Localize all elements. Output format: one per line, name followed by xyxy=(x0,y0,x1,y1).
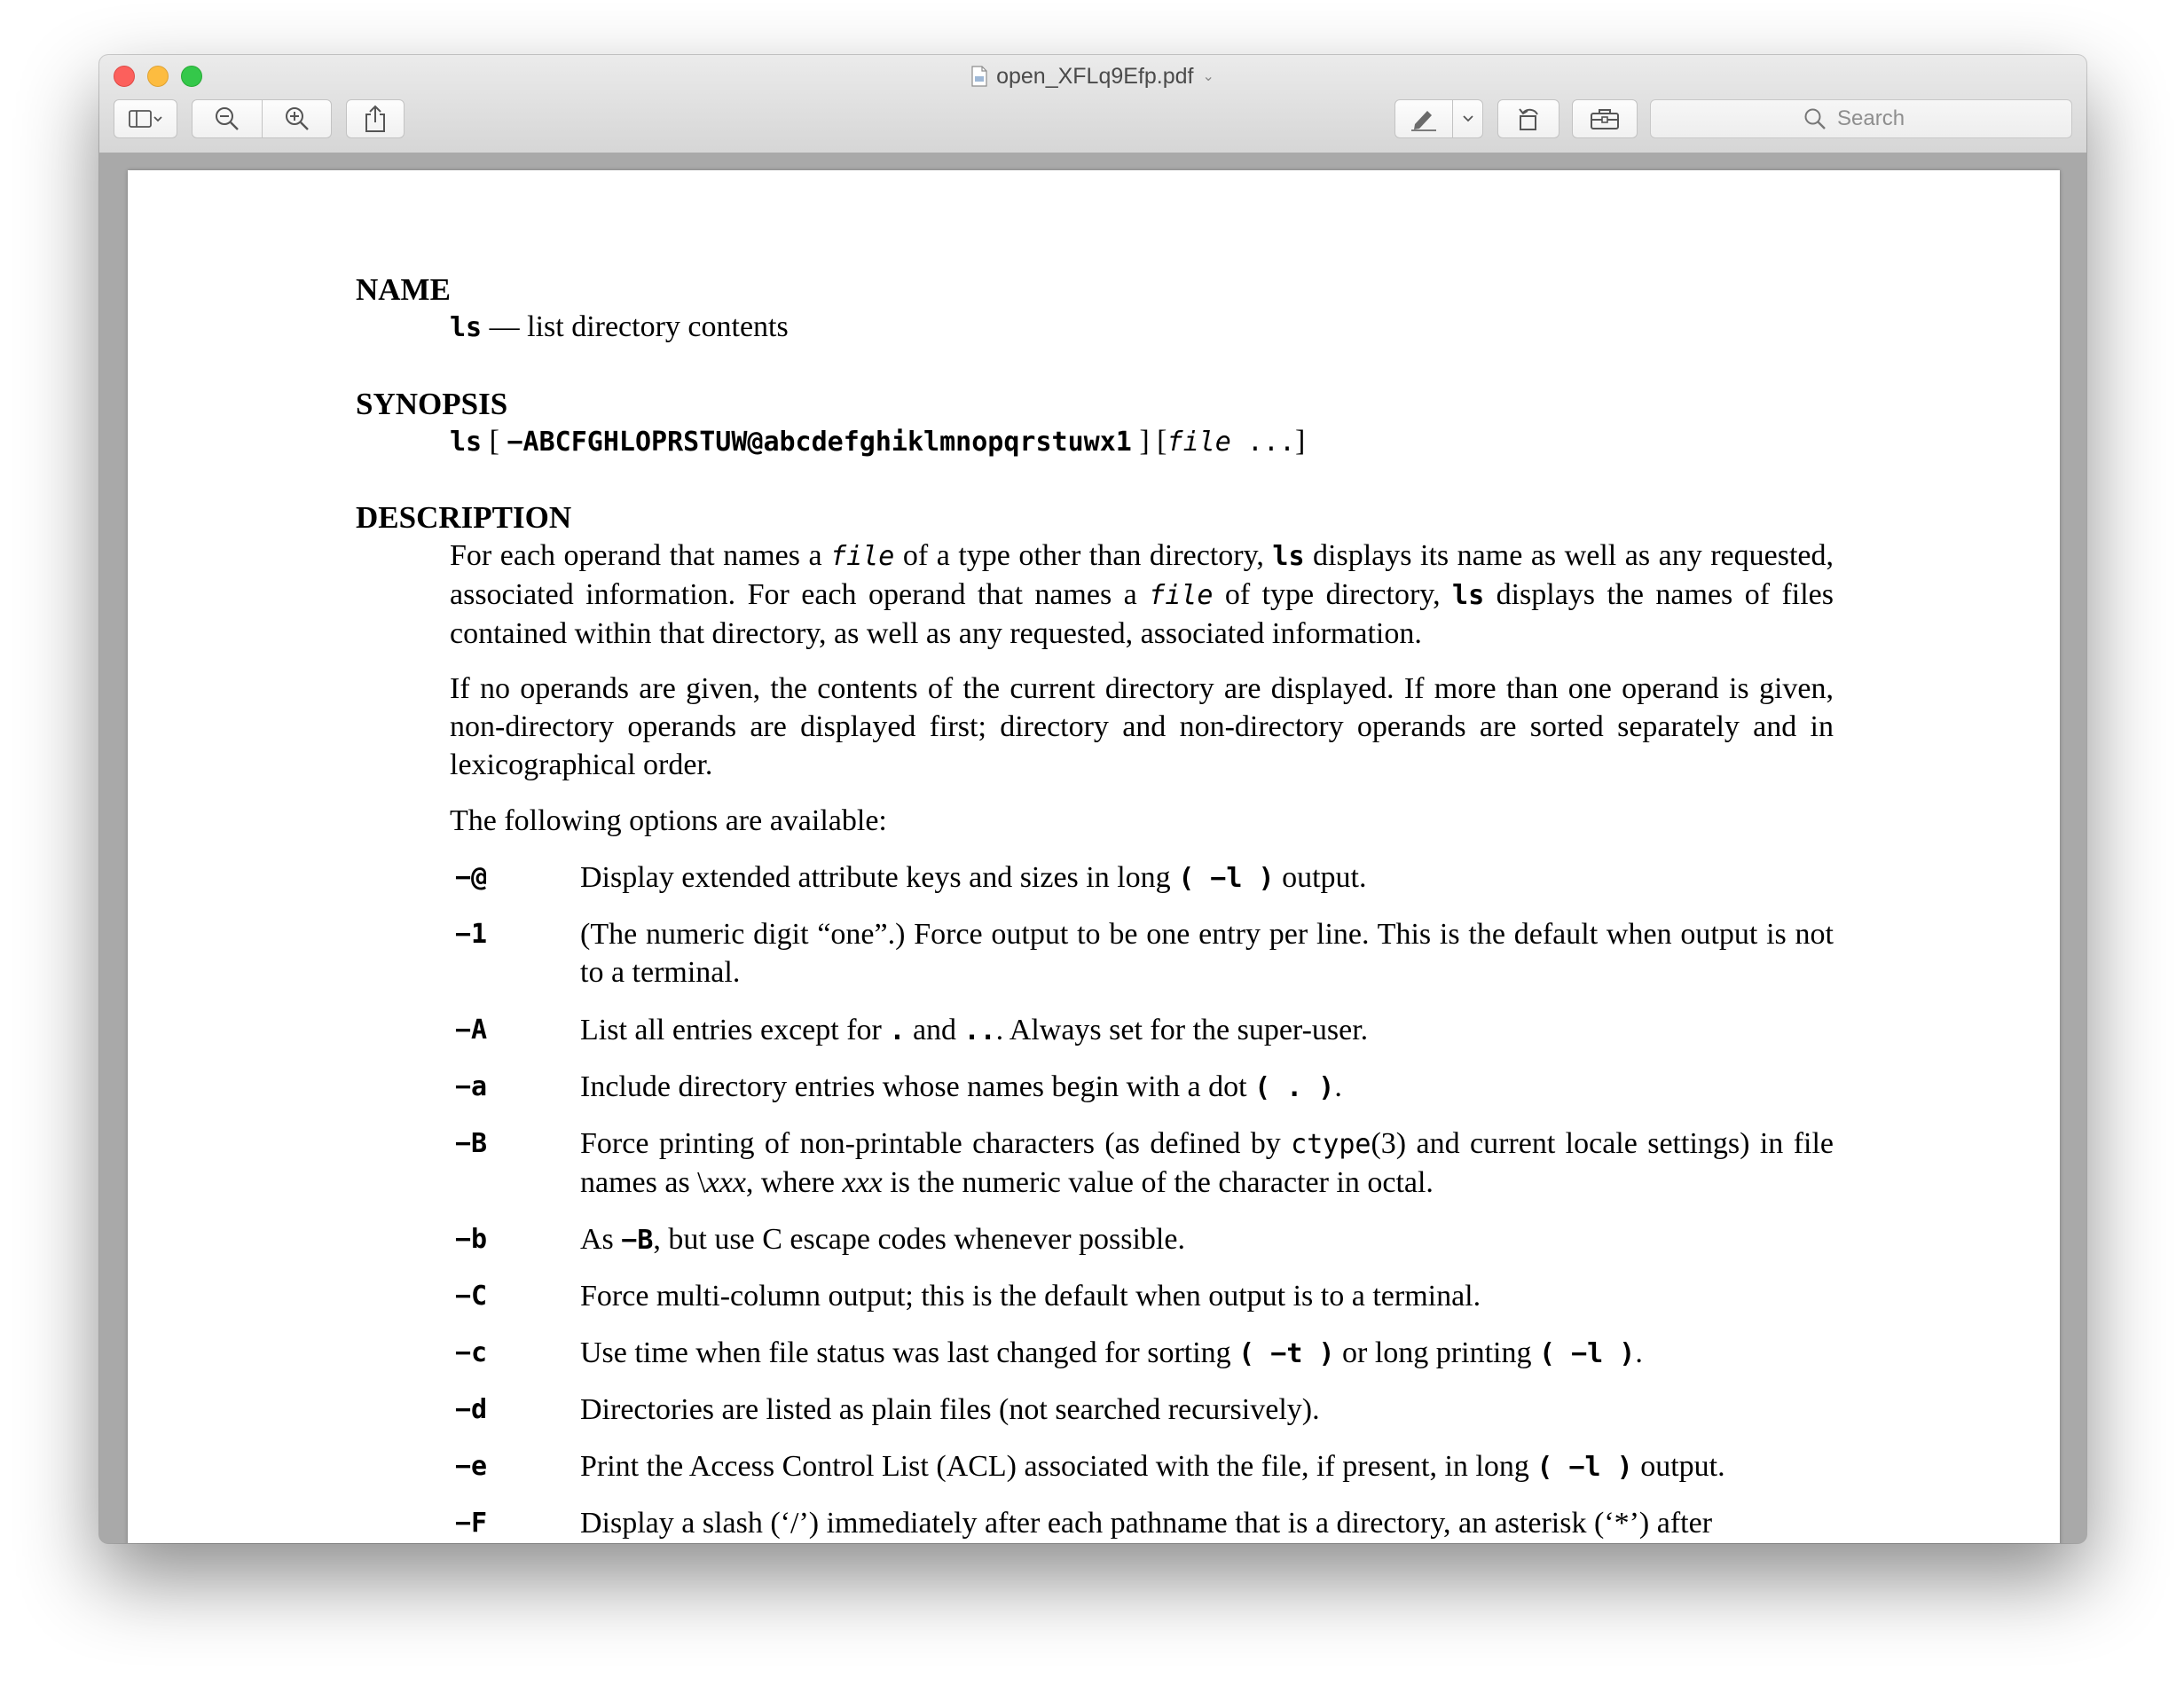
preview-window xyxy=(99,55,2086,1543)
desc-text: For each operand that names a xyxy=(450,539,831,572)
chevron-down-icon[interactable]: ⌄ xyxy=(1202,69,1214,84)
option-description xyxy=(580,1011,1834,1050)
desc-text: , but use C escape codes whenever possible. xyxy=(653,1223,1185,1256)
desc-text: is the numeric value of the character in octal. xyxy=(882,1166,1434,1199)
description-paragraph-1 xyxy=(450,537,1834,653)
description-paragraph-3: The following options are available: xyxy=(450,804,887,837)
flag-ref: .. xyxy=(963,1015,996,1046)
desc-text: As xyxy=(580,1223,622,1256)
command-ref: ls xyxy=(1452,580,1485,611)
search-field[interactable] xyxy=(1650,99,2072,138)
command-summary: — list directory contents xyxy=(482,310,789,343)
desc-text: . Always set for the super-user. xyxy=(995,1014,1369,1046)
option-flag: −@ xyxy=(455,862,488,893)
option-description xyxy=(580,1447,1834,1486)
option-flag: −F xyxy=(455,1508,488,1539)
window-title[interactable] xyxy=(99,62,2086,90)
option-flag: −A xyxy=(455,1015,488,1046)
flag-ref: ( −t ) xyxy=(1238,1338,1335,1369)
flag-ref: ( . ) xyxy=(1254,1072,1335,1103)
option-description xyxy=(580,858,1834,897)
desc-text: output. xyxy=(1632,1450,1725,1483)
zoom-in-icon xyxy=(284,106,310,132)
option-description xyxy=(580,1220,1834,1259)
option-description: Force multi-column output; this is the default when output is to a terminal. xyxy=(580,1280,1481,1313)
option-flag: −1 xyxy=(455,919,488,950)
name-line xyxy=(450,308,789,347)
pen-icon xyxy=(1410,106,1438,131)
section-heading-synopsis: SYNOPSIS xyxy=(356,387,508,421)
markup-menu-button[interactable] xyxy=(1453,99,1482,138)
desc-text: List all entries except for xyxy=(580,1014,890,1046)
desc-text: Use time when file status was last changed for sorting xyxy=(580,1336,1239,1369)
option-description xyxy=(580,1334,1834,1373)
document-viewport[interactable] xyxy=(99,153,2086,1543)
option-description: (The numeric digit “one”.) Force output to be one entry per line. This is the default when output is not to a terminal. xyxy=(580,918,1834,989)
synopsis-line xyxy=(450,422,1305,461)
option-description xyxy=(580,1068,1834,1107)
title-bar xyxy=(99,55,2086,153)
zoom-out-button[interactable] xyxy=(192,99,261,138)
share-icon xyxy=(364,105,387,133)
synopsis-bracket-open: [ xyxy=(482,425,507,458)
synopsis-dots: ... xyxy=(1230,427,1296,458)
window-title-text: open_XFLq9Efp.pdf xyxy=(996,63,1194,89)
desc-text: and xyxy=(905,1014,964,1046)
desc-text: Print the Access Control List (ACL) associated with the file, if present, in long xyxy=(580,1450,1537,1483)
synopsis-bracket-end: ] xyxy=(1295,425,1306,458)
flag-ref: ( −l ) xyxy=(1178,863,1275,894)
zoom-out-icon xyxy=(214,106,240,132)
placeholder-text: xxx xyxy=(705,1166,746,1199)
rotate-button[interactable] xyxy=(1497,99,1559,138)
desc-text: , where xyxy=(745,1166,843,1199)
desc-text: or long printing xyxy=(1334,1336,1539,1369)
rotate-icon xyxy=(1515,106,1542,132)
desc-text: Include directory entries whose names begin with a dot xyxy=(580,1070,1255,1103)
option-flag: −d xyxy=(455,1394,488,1425)
desc-text: output. xyxy=(1274,861,1367,894)
sidebar-icon xyxy=(128,109,163,129)
command-name: ls xyxy=(450,312,483,343)
desc-text: of type directory, xyxy=(1213,578,1453,611)
file-arg: file xyxy=(1149,580,1214,611)
flag-ref: ( −l ) xyxy=(1538,1338,1636,1369)
flag-ref: −B xyxy=(621,1225,654,1256)
option-description: Directories are listed as plain files (not searched recursively). xyxy=(580,1393,1320,1426)
markup-toolbar-button[interactable] xyxy=(1572,99,1638,138)
search-input[interactable] xyxy=(1835,106,1919,132)
option-flag: −b xyxy=(455,1224,488,1255)
placeholder-text: xxx xyxy=(842,1166,883,1199)
sidebar-view-button[interactable] xyxy=(114,99,177,138)
option-flag: −C xyxy=(455,1281,488,1312)
pdf-document-icon xyxy=(971,66,987,87)
pdf-page xyxy=(128,170,2060,1543)
section-heading-description: DESCRIPTION xyxy=(356,500,572,535)
synopsis-file: file xyxy=(1167,427,1231,458)
flag-ref: . xyxy=(889,1015,906,1046)
flag-ref: ( −l ) xyxy=(1536,1452,1633,1483)
option-flag: −B xyxy=(455,1128,488,1159)
desc-text: . xyxy=(1635,1336,1643,1369)
desc-text: Display extended attribute keys and sizes in long xyxy=(580,861,1179,894)
toolbox-icon xyxy=(1590,107,1620,130)
section-heading-name: NAME xyxy=(356,272,451,307)
file-arg: file xyxy=(830,541,895,572)
manpage-ref: ctype xyxy=(1291,1129,1371,1160)
desc-text: (3) and current locale settings) in file names as \ xyxy=(580,1127,1834,1199)
option-flag: −e xyxy=(455,1451,488,1482)
desc-text: displays the names of files contained within that directory, as well as any requested, associated information. xyxy=(450,578,1834,650)
option-description: Display a slash (‘/’) immediately after each pathname that is a directory, an asterisk (‘*’) after xyxy=(580,1507,1713,1540)
desc-text: of a type other than directory, xyxy=(894,539,1273,572)
chevron-down-icon xyxy=(1462,114,1474,123)
option-flag: −a xyxy=(455,1071,488,1102)
command-ref: ls xyxy=(1272,541,1305,572)
synopsis-bracket-close: ] [ xyxy=(1131,425,1167,458)
desc-text: . xyxy=(1334,1070,1342,1103)
option-flag: −c xyxy=(455,1337,488,1368)
option-description xyxy=(580,1125,1834,1202)
markup-pen-button[interactable] xyxy=(1395,99,1451,138)
desc-text: Force printing of non-printable characters (as defined by xyxy=(580,1127,1292,1160)
desc-text: displays its name as well as any requested, associated information. For each operand that names a xyxy=(450,539,1834,611)
synopsis-flags: −ABCFGHLOPRSTUW@abcdefghiklmnopqrstuwx1 xyxy=(507,427,1132,458)
zoom-in-button[interactable] xyxy=(263,99,331,138)
share-button[interactable] xyxy=(346,99,405,138)
synopsis-command: ls xyxy=(450,427,483,458)
description-paragraph-2: If no operands are given, the contents of the current directory are displayed. If more than one operand is given, non-directory operands are displayed first; directory and non-directory operands are sorted separately and in lexicographical order. xyxy=(450,672,1834,781)
search-icon xyxy=(1803,107,1827,130)
